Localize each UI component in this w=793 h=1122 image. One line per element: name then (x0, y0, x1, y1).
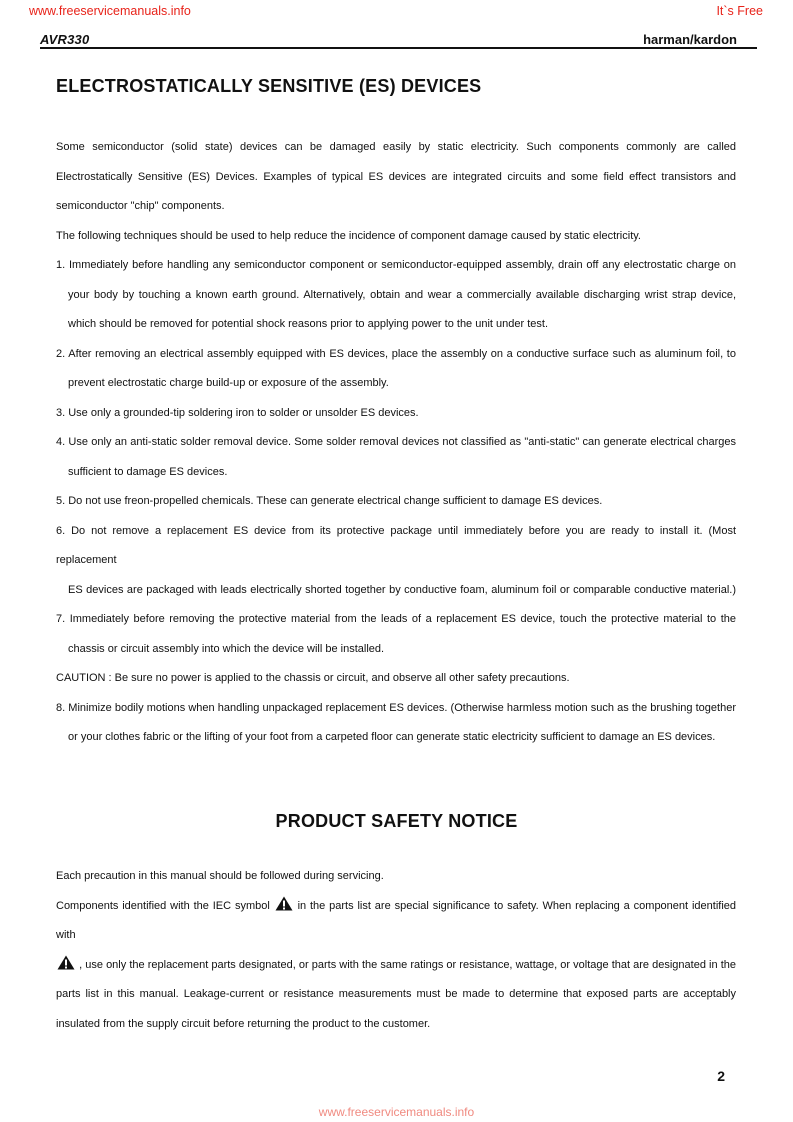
es-section-body (56, 133, 736, 753)
list-item-4-line: 4. Use only an anti-static solder removal device. Some solder removal devices not classified as "anti-static" can generate electrical charges (56, 436, 736, 448)
safety-line-part: Components identified with the IEC symbol (56, 899, 270, 912)
list-item-6-line: ES devices are packaged with leads electrically shorted together by conductive foam, aluminum foil or comparable conductive material.) (68, 583, 736, 596)
safety-section-title: PRODUCT SAFETY NOTICE (275, 811, 518, 831)
es-intro-line: Electrostatically Sensitive (ES) Devices. Examples of typical ES devices are integrated circuits and some field effect transistors and (56, 170, 736, 183)
list-item-7-line: 7. Immediately before removing the protective material from the leads of a replacement ES device, touch the protective material to the (56, 613, 736, 625)
site-link-top[interactable]: www.freeservicemanuals.info (29, 4, 191, 18)
list-item-2-line: 2. After removing an electrical assembly equipped with ES devices, place the assembly on a conductive surface such as aluminum foil, to (56, 347, 736, 360)
list-item-5-line: 5. Do not use freon-propelled chemicals. These can generate electrical change sufficient to damage ES devices. (56, 495, 603, 507)
safety-line (56, 892, 736, 951)
iec-warning-triangle-icon (57, 955, 75, 970)
list-item-8-line: or your clothes fabric or the lifting of your foot from a carpeted floor can generate static electricity sufficient to damage an ES devices. (68, 731, 716, 743)
list-item-1-line: your body by touching a known earth ground. Alternatively, obtain and wear a commercially available discharging wrist strap device, (68, 288, 736, 301)
es-section-title: ELECTROSTATICALLY SENSITIVE (ES) DEVICES (56, 76, 482, 96)
list-item-1-line: which should be removed for potential shock reasons prior to applying power to the unit under test. (68, 318, 548, 330)
safety-line-part: , use only the replacement parts designated, or parts with the same ratings or resistance, wattage, or voltage that are designated in the (79, 958, 736, 971)
list-item-4-line: sufficient to damage ES devices. (68, 465, 228, 478)
safety-line-part: in the parts list are special significance to safety. When replacing a component identified with (56, 899, 736, 941)
page-number: 2 (717, 1068, 725, 1084)
es-intro-line: semiconductor "chip" components. (56, 200, 225, 212)
header-rule (40, 47, 757, 49)
safety-line (56, 951, 736, 981)
model-name: AVR330 (40, 32, 90, 47)
list-item-2-line: prevent electrostatic charge build-up or exposure of the assembly. (68, 377, 389, 389)
list-item-3-line: 3. Use only a grounded-tip soldering iron to solder or unsolder ES devices. (56, 406, 419, 419)
caution-note: CAUTION : Be sure no power is applied to the chassis or circuit, and observe all other safety precautions. (56, 672, 570, 684)
safety-section-body (56, 862, 736, 1039)
site-link-bottom[interactable]: www.freeservicemanuals.info (318, 1105, 475, 1119)
safety-line: parts list in this manual. Leakage-current or resistance measurements must be made to determine that exposed parts are acceptably (56, 988, 736, 1000)
list-item-1-line: 1. Immediately before handling any semiconductor component or semiconductor-equipped assembly, drain off any electrostatic charge on (56, 259, 736, 271)
brand-name: harman/kardon (643, 32, 737, 47)
iec-warning-triangle-icon (275, 896, 293, 911)
tagline: It`s Free (716, 4, 763, 18)
list-item-6-line: 6. Do not remove a replacement ES device from its protective package until immediately before you are ready to install it. (Most replacement (56, 524, 736, 566)
safety-line: Each precaution in this manual should be followed during servicing. (56, 870, 384, 882)
list-item-8-line: 8. Minimize bodily motions when handling unpackaged replacement ES devices. (Otherwise harmless motion such as the brushing together (56, 701, 736, 714)
es-intro-line: The following techniques should be used to help reduce the incidence of component damage caused by static electricity. (56, 229, 641, 242)
es-intro-line: Some semiconductor (solid state) devices can be damaged easily by static electricity. Such components commonly are called (56, 141, 736, 153)
list-item-7-line: chassis or circuit assembly into which the device will be installed. (68, 642, 385, 655)
safety-line: insulated from the supply circuit before returning the product to the customer. (56, 1017, 431, 1030)
